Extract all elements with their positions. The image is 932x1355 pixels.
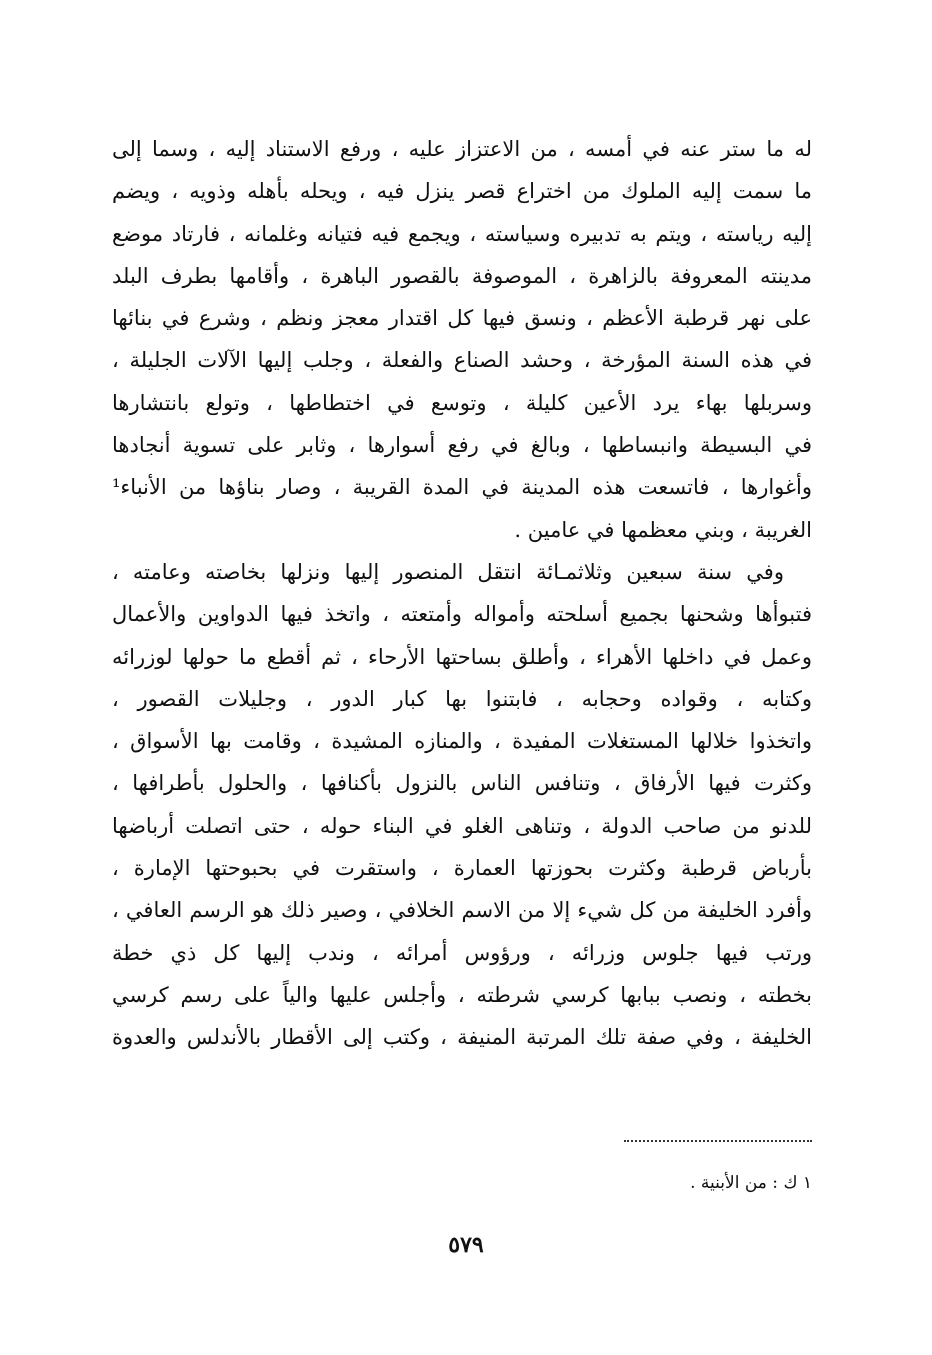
text-line: ما سمت إليه الملوك من اختراع قصر ينزل فيه ، ويحله بأهله وذويه ، ويضم bbox=[112, 179, 812, 204]
text-line: وأفرد الخليفة من كل شيء إلا من الاسم الخلافي ، وصير ذلك هو الرسم العافي ، bbox=[112, 898, 812, 923]
text-line: بأرباض قرطبة وكثرت بحوزتها العمارة ، واستقرت في بحبوحتها الإمارة ، bbox=[112, 856, 812, 881]
text-line: وكتابه ، وقواده وحجابه ، فابتنوا بها كبار الدور ، وجليلات القصور ، bbox=[112, 686, 812, 711]
text-line: فتبوأها وشحنها بجميع أسلحته وأمواله وأمتعته ، واتخذ فيها الدواوين والأعمال bbox=[112, 602, 812, 627]
text-line: الخليفة ، وفي صفة تلك المرتبة المنيفة ، وكتب إلى الأقطار بالأندلس والعدوة bbox=[112, 1025, 812, 1050]
text-line: في هذه السنة المؤرخة ، وحشد الصناع والفعلة ، وجلب إليها الآلات الجليلة ، bbox=[112, 348, 812, 373]
text-line: وعمل في داخلها الأهراء ، وأطلق بساحتها الأرحاء ، ثم أقطع ما حولها لوزرائه bbox=[112, 644, 812, 669]
text-line: مدينته المعروفة بالزاهرة ، الموصوفة بالقصور الباهرة ، وأقامها بطرف البلد bbox=[112, 263, 812, 288]
page-number: ٥٧٩ bbox=[448, 1232, 484, 1258]
text-line: وأغوارها ، فاتسعت هذه المدينة في المدة القريبة ، وصار بناؤها من الأنباء¹ bbox=[112, 475, 812, 500]
text-line: في البسيطة وانبساطها ، وبالغ في رفع أسوارها ، وثابر على تسوية أنجادها bbox=[112, 433, 812, 458]
paragraph-end-line: الغريبة ، وبني معظمها في عامين . bbox=[514, 517, 812, 542]
text-line: ورتب فيها جلوس وزرائه ، ورؤوس أمرائه ، وندب إليها كل ذي خطة bbox=[112, 940, 812, 965]
text-line: وسربلها بهاء يرد الأعين كليلة ، وتوسع في اختطاطها ، وتولع بانتشارها bbox=[112, 390, 812, 415]
footnote: ١ ك : من الأبنية . bbox=[690, 1173, 812, 1193]
text-line: للدنو من صاحب الدولة ، وتناهى الغلو في البناء حوله ، حتى اتصلت أرباضها bbox=[112, 813, 812, 838]
text-line: وكثرت فيها الأرفاق ، وتنافس الناس بالنزول بأكنافها ، والحلول بأطرافها ، bbox=[112, 771, 812, 796]
text-line: إليه رياسته ، ويتم به تدبيره وسياسته ، ويجمع فيه فتيانه وغلمانه ، فارتاد موضع bbox=[112, 221, 812, 246]
footnote-divider bbox=[624, 1140, 812, 1142]
text-line: واتخذوا خلالها المستغلات المفيدة ، والمنازه المشيدة ، وقامت بها الأسواق ، bbox=[112, 729, 812, 754]
paragraph-start-line: وفي سنة سبعين وثلاثمـائة انتقل المنصور إليها ونزلها بخاصته وعامته ، bbox=[112, 559, 784, 584]
text-line: له ما ستر عنه في أمسه ، من الاعتزاز عليه ، ورفع الاستناد إليه ، وسما إلى bbox=[112, 137, 812, 161]
text-line: على نهر قرطبة الأعظم ، ونسق فيها كل اقتدار معجز ونظم ، وشرع في بنائها bbox=[112, 306, 812, 331]
text-line: بخطته ، ونصب ببابها كرسي شرطته ، وأجلس عليها والياً على رسم كرسي bbox=[112, 982, 812, 1007]
main-text-block bbox=[112, 128, 812, 1059]
